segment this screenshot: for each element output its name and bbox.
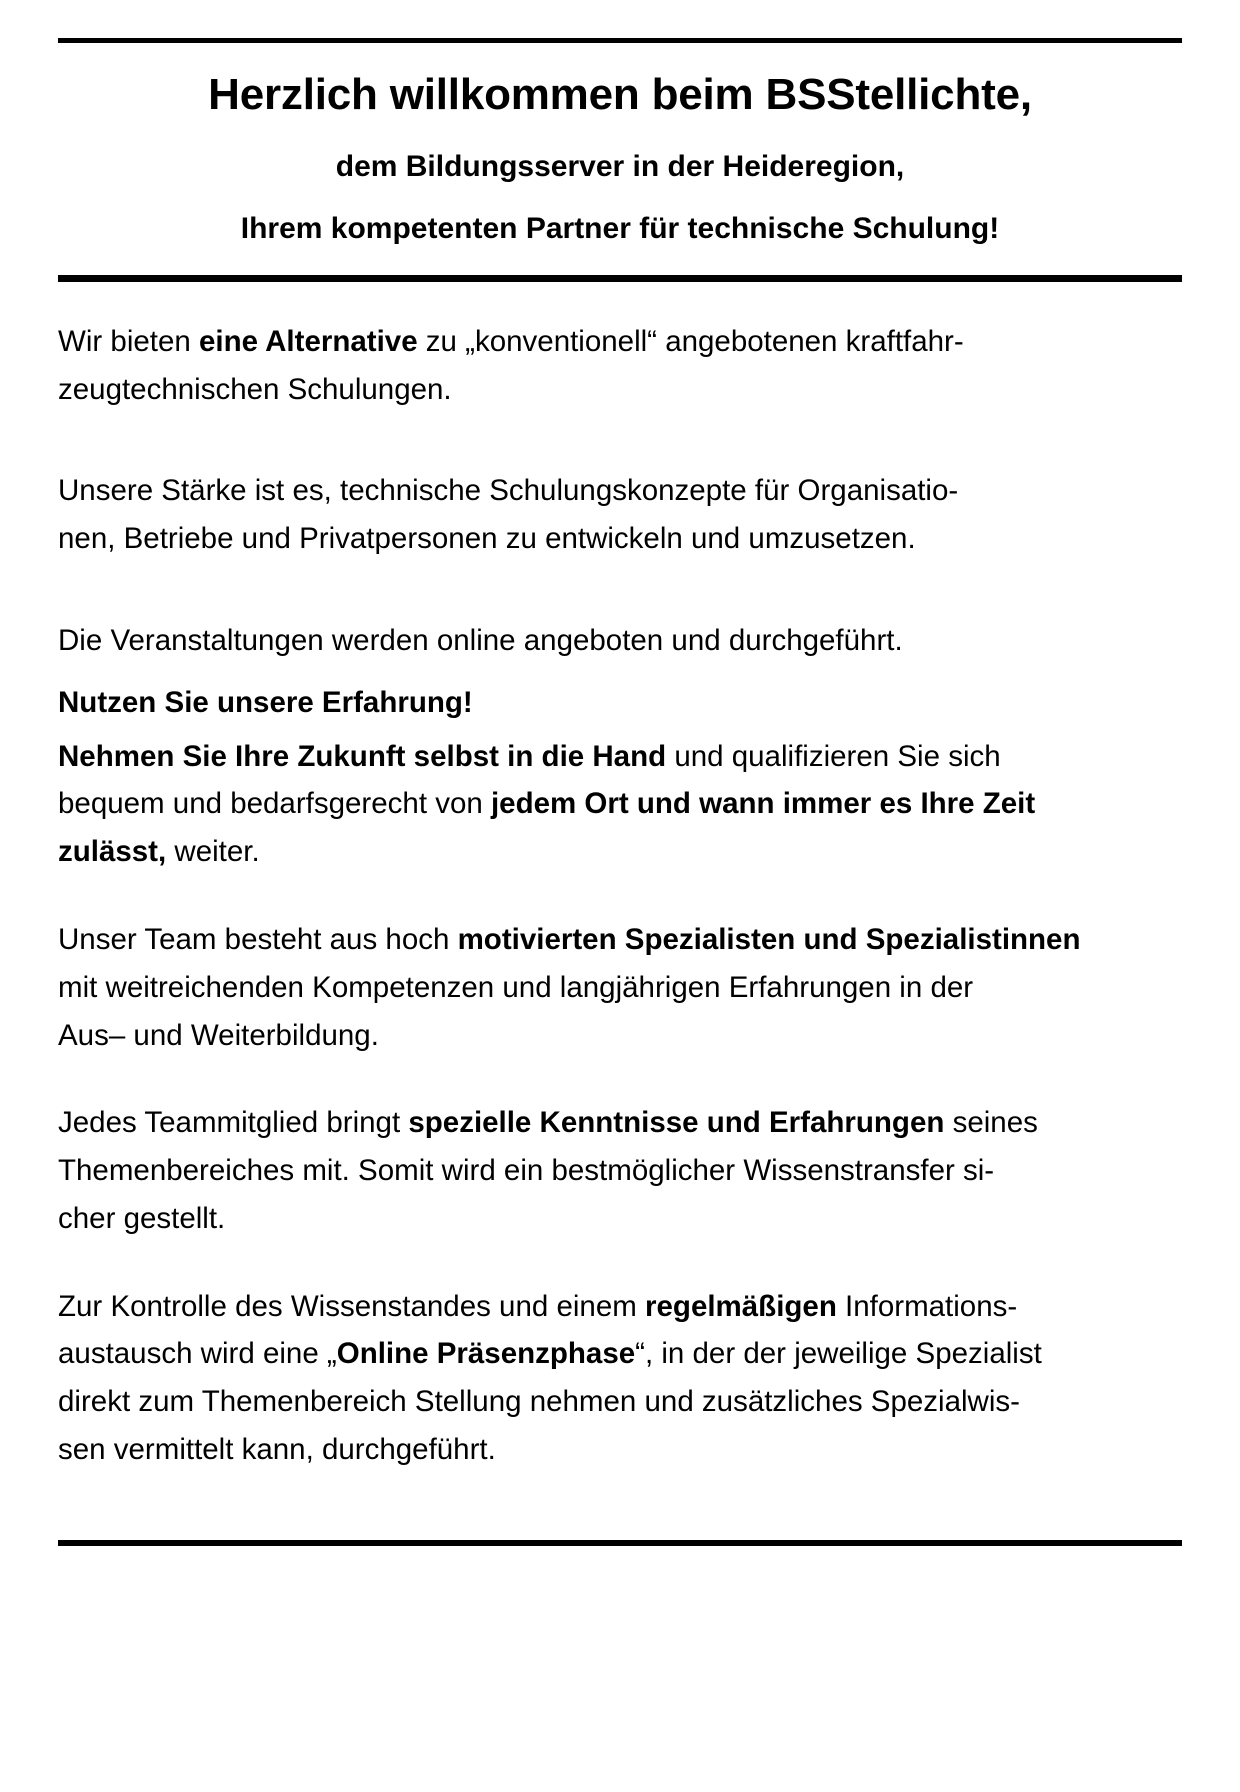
bold-run: Nehmen Sie Ihre Zukunft selbst in die Hand — [58, 739, 667, 773]
document-page — [0, 38, 1240, 1792]
bold-run: jedem Ort und wann immer es Ihre Zeit — [490, 787, 1036, 821]
text-run: austausch wird eine „ — [58, 1337, 337, 1371]
text-run: Jedes Teammitglied bringt — [58, 1106, 409, 1140]
page-subtitle-2: Ihrem kompetenten Partner für technische Schulung! — [240, 211, 1000, 245]
bold-run: eine Alternative — [199, 324, 418, 358]
paragraph-line — [58, 1337, 1042, 1370]
paragraph-line: Themenbereiches mit. Somit wird ein bestmöglicher Wissenstransfer si- — [58, 1154, 995, 1188]
text-run: Unser Team besteht aus hoch — [58, 922, 458, 956]
text-run: zu „konventionell“ angebotenen kraftfahr- — [417, 324, 964, 358]
text-run: “, in der der jeweilige Spezialist — [635, 1337, 1042, 1371]
document-body — [58, 318, 1182, 1474]
paragraph-kontrolle — [58, 1283, 1182, 1474]
paragraph-line: mit weitreichenden Kompetenzen und langjährigen Erfahrungen in der — [58, 970, 974, 1004]
text-run: Informations- — [836, 1289, 1018, 1323]
paragraph-line: Unsere Stärke ist es, technische Schulungskonzepte für Organisatio- — [58, 474, 959, 508]
top-divider — [58, 38, 1182, 43]
paragraph-alternative — [58, 318, 1182, 414]
page-title: Herzlich willkommen beim BSStellichte, — [208, 70, 1032, 119]
page-subtitle-1: dem Bildungsserver in der Heideregion, — [335, 149, 905, 183]
paragraph-line: zeugtechnischen Schulungen. — [58, 372, 452, 406]
paragraph-team — [58, 916, 1182, 1059]
paragraph-line — [58, 923, 1080, 956]
paragraph-line — [58, 1106, 1038, 1139]
paragraph-line: direkt zum Themenbereich Stellung nehmen und zusätzliches Spezialwis- — [58, 1385, 1020, 1419]
paragraph-line — [58, 740, 1001, 773]
text-run: seines — [944, 1106, 1038, 1140]
paragraph-line — [58, 1290, 1017, 1323]
text-run: Wir bieten — [58, 324, 199, 358]
paragraph-line — [58, 787, 1035, 820]
paragraph-veranstaltungen — [58, 617, 1182, 665]
bold-run: spezielle Kenntnisse und Erfahrungen — [408, 1106, 945, 1140]
text-run: Zur Kontrolle des Wissenstandes und einem — [58, 1289, 646, 1323]
paragraph-line: nen, Betriebe und Privatpersonen zu entwickeln und umzusetzen. — [58, 522, 916, 556]
bold-run: Online Präsenzphase — [336, 1337, 636, 1371]
text-run: weiter. — [166, 835, 260, 869]
bottom-divider — [58, 1540, 1182, 1546]
paragraph-erfahrung-heading — [58, 679, 1182, 727]
bold-run: regelmäßigen — [645, 1289, 837, 1323]
page-header — [58, 69, 1182, 247]
bold-run: Nutzen Sie unsere Erfahrung! — [58, 685, 473, 719]
paragraph-line: Aus– und Weiterbildung. — [58, 1018, 379, 1052]
text-run: bequem und bedarfsgerecht von — [58, 787, 491, 821]
text-run: und qualifizieren Sie sich — [666, 739, 1001, 773]
paragraph-line — [58, 325, 964, 358]
paragraph-staerke — [58, 467, 1182, 563]
paragraph-line: cher gestellt. — [58, 1201, 226, 1235]
paragraph-line: sen vermittelt kann, durchgeführt. — [58, 1432, 496, 1466]
paragraph-line: Die Veranstaltungen werden online angeboten und durchgeführt. — [58, 624, 903, 658]
bold-run: motivierten Spezialisten und Spezialistinnen — [457, 922, 1081, 956]
header-divider — [58, 275, 1182, 282]
paragraph-line — [58, 835, 260, 868]
paragraph-teammitglied — [58, 1099, 1182, 1242]
bold-run: zulässt, — [58, 835, 167, 869]
paragraph-zukunft — [58, 733, 1182, 876]
